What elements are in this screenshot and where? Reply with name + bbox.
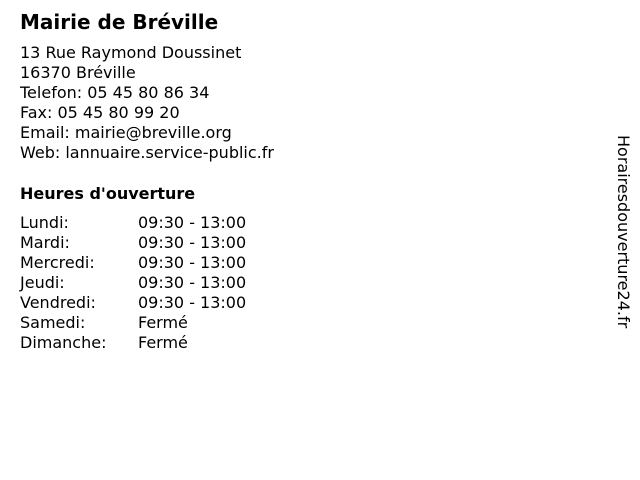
page-title: Mairie de Bréville [20,10,219,34]
time-value: 09:30 - 13:00 [138,293,247,312]
day-label: Lundi: [20,213,69,232]
time-value: 09:30 - 13:00 [138,233,247,252]
time-value: Fermé [138,313,188,332]
day-label: Dimanche: [20,333,107,352]
opening-hours-title: Heures d'ouverture [20,184,196,203]
day-label: Jeudi: [20,273,65,292]
fax-number: Fax: 05 45 80 99 20 [20,103,180,122]
time-value: 09:30 - 13:00 [138,273,247,292]
address-city: 16370 Bréville [20,63,136,82]
brand-watermark: Horairesdouverture24.fr [614,135,633,329]
address-street: 13 Rue Raymond Doussinet [20,43,242,62]
phone-number: Telefon: 05 45 80 86 34 [20,83,210,102]
time-value: 09:30 - 13:00 [138,253,247,272]
day-label: Mardi: [20,233,70,252]
email-address: Email: mairie@breville.org [20,123,232,142]
website: Web: lannuaire.service-public.fr [20,143,274,162]
day-label: Samedi: [20,313,86,332]
contact-info [20,43,274,163]
time-value: Fermé [138,333,188,352]
time-value: 09:30 - 13:00 [138,213,247,232]
day-label: Mercredi: [20,253,95,272]
day-label: Vendredi: [20,293,96,312]
